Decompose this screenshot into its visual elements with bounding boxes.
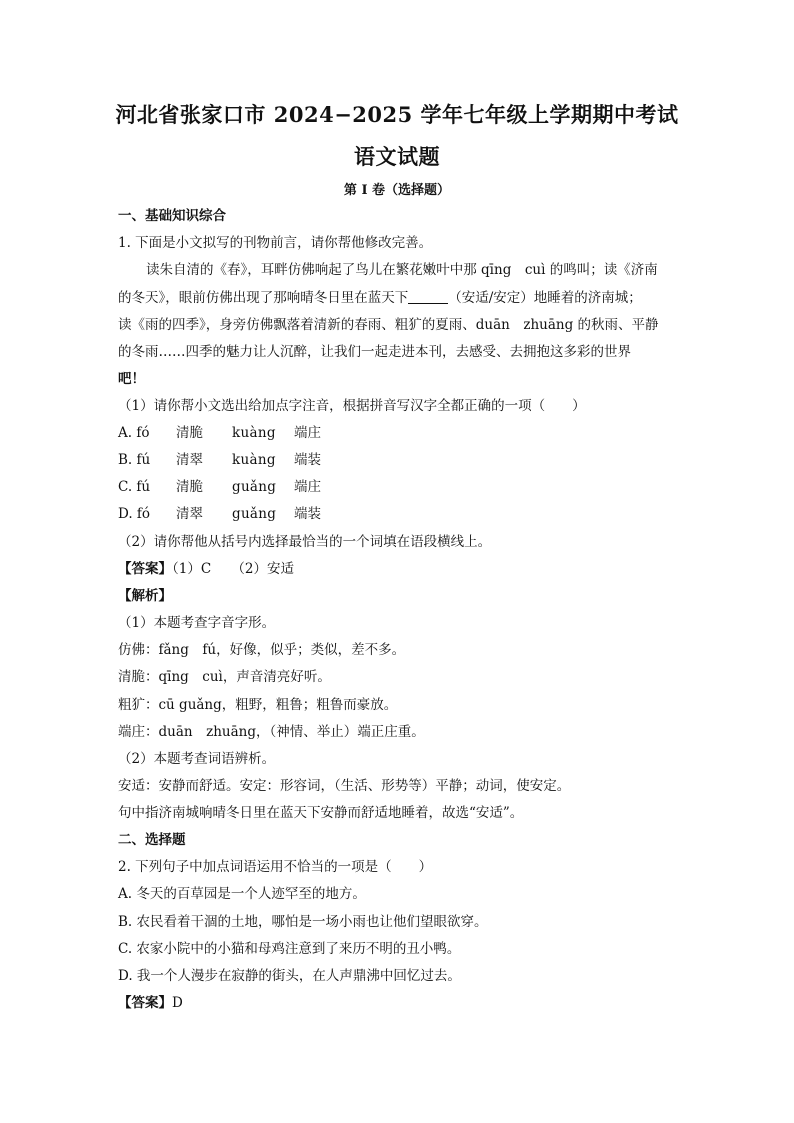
analysis-line: 端庄：duān zhuāng，（神情、举止）端正庄重。 xyxy=(118,724,425,740)
option-word: 清翠 xyxy=(176,506,203,522)
option-d xyxy=(118,504,678,524)
section1-heading: 一、基础知识综合 xyxy=(118,208,226,224)
option-b xyxy=(118,450,678,470)
option-word: 清翠 xyxy=(176,452,203,468)
q1-answer xyxy=(118,559,678,579)
passage-line-1: 读朱自清的《春》，耳畔仿佛响起了鸟儿在繁花嫩叶中那 qīng cuì 的鸣叫；读《济南 xyxy=(146,262,658,278)
passage-line-5: 吧！ xyxy=(118,371,145,387)
option-word: 清脆 xyxy=(176,425,203,441)
option-word: 端装 xyxy=(294,506,321,522)
option-a xyxy=(118,423,678,443)
analysis-line: 句中指济南城响晴冬日里在蓝天下安静而舒适地睡着，故选“安适”。 xyxy=(118,805,524,821)
q2-option-b: B. 农民看着干涸的土地，哪怕是一场小雨也让他们望眼欲穿。 xyxy=(118,914,488,930)
passage-line-2-text: 的冬天》，眼前仿佛出现了那响晴冬日里在蓝天下 xyxy=(118,290,409,306)
q1-sub1: （1）请你帮小文选出给加点字注音，根据拼音写汉字全都正确的一项（ ） xyxy=(118,398,586,414)
q1-stem: 1. 下面是小文拟写的刊物前言，请你帮他修改完善。 xyxy=(118,235,433,251)
option-label: A. fó xyxy=(118,425,150,441)
option-pinyin: guǎng xyxy=(232,506,277,522)
q2-answer xyxy=(118,993,678,1013)
option-pinyin: kuàng xyxy=(232,452,276,468)
q2-stem: 2. 下列句子中加点词语运用不恰当的一项是（ ） xyxy=(118,859,433,875)
q2-option-c: C. 农家小院中的小猫和母鸡注意到了来历不明的丑小鸭。 xyxy=(118,941,461,957)
passage-line-4: 的冬雨……四季的魅力让人沉醉，让我们一起走进本刊，去感受、去拥抱这多彩的世界 xyxy=(118,344,631,360)
option-word: 端庄 xyxy=(294,479,321,495)
option-word: 端庄 xyxy=(294,425,321,441)
section2-heading: 二、选择题 xyxy=(118,832,186,848)
fill-blank xyxy=(408,289,448,304)
analysis-line: （2）本题考查词语辨析。 xyxy=(118,751,276,767)
answer-tag: 【答案】 xyxy=(118,561,172,577)
analysis-line: （1）本题考查字音字形。 xyxy=(118,615,276,631)
exam-title: 河北省张家口市 2024−2025 学年七年级上学期期中考试 xyxy=(115,102,679,127)
volume-heading: 第 I 卷（选择题） xyxy=(343,183,451,198)
analysis-line: 安适：安静而舒适。安定：形容词，（生活、形势等）平静；动词，使安定。 xyxy=(118,778,571,794)
analysis-line: 清脆：qīng cuì，声音清亮好听。 xyxy=(118,669,331,685)
passage-line-2 xyxy=(118,288,678,308)
option-word: 端装 xyxy=(294,452,321,468)
option-c xyxy=(118,477,678,497)
exam-subject-title: 语文试题 xyxy=(354,144,440,169)
option-word: 清脆 xyxy=(176,479,203,495)
option-label: B. fú xyxy=(118,452,151,468)
passage-line-2-tail: （安适/安定）地睡着的济南城； xyxy=(448,290,642,306)
answer-text: D xyxy=(172,995,183,1011)
q2-option-d: D. 我一个人漫步在寂静的街头，在人声鼎沸中回忆过去。 xyxy=(118,968,461,984)
analysis-line: 仿佛：fǎng fú，好像，似乎；类似，差不多。 xyxy=(118,642,406,658)
q1-sub2: （2）请你帮他从括号内选择最恰当的一个词填在语段横线上。 xyxy=(118,534,492,550)
analysis-tag: 【解析】 xyxy=(118,588,172,604)
option-label: C. fú xyxy=(118,479,151,495)
option-label: D. fó xyxy=(118,506,151,522)
option-pinyin: guǎng xyxy=(232,479,277,495)
option-pinyin: kuàng xyxy=(232,425,276,441)
answer-text: （1）C （2）安适 xyxy=(172,561,295,577)
q2-option-a: A. 冬天的百草园是一个人迹罕至的地方。 xyxy=(118,886,366,902)
analysis-line: 粗犷：cū guǎng，粗野，粗鲁；粗鲁而豪放。 xyxy=(118,697,398,713)
passage-line-3: 读《雨的四季》，身旁仿佛飘落着清新的春雨、粗犷的夏雨、duān zhuāng 的秋雨、平静 xyxy=(118,317,659,333)
answer-tag: 【答案】 xyxy=(118,995,172,1011)
